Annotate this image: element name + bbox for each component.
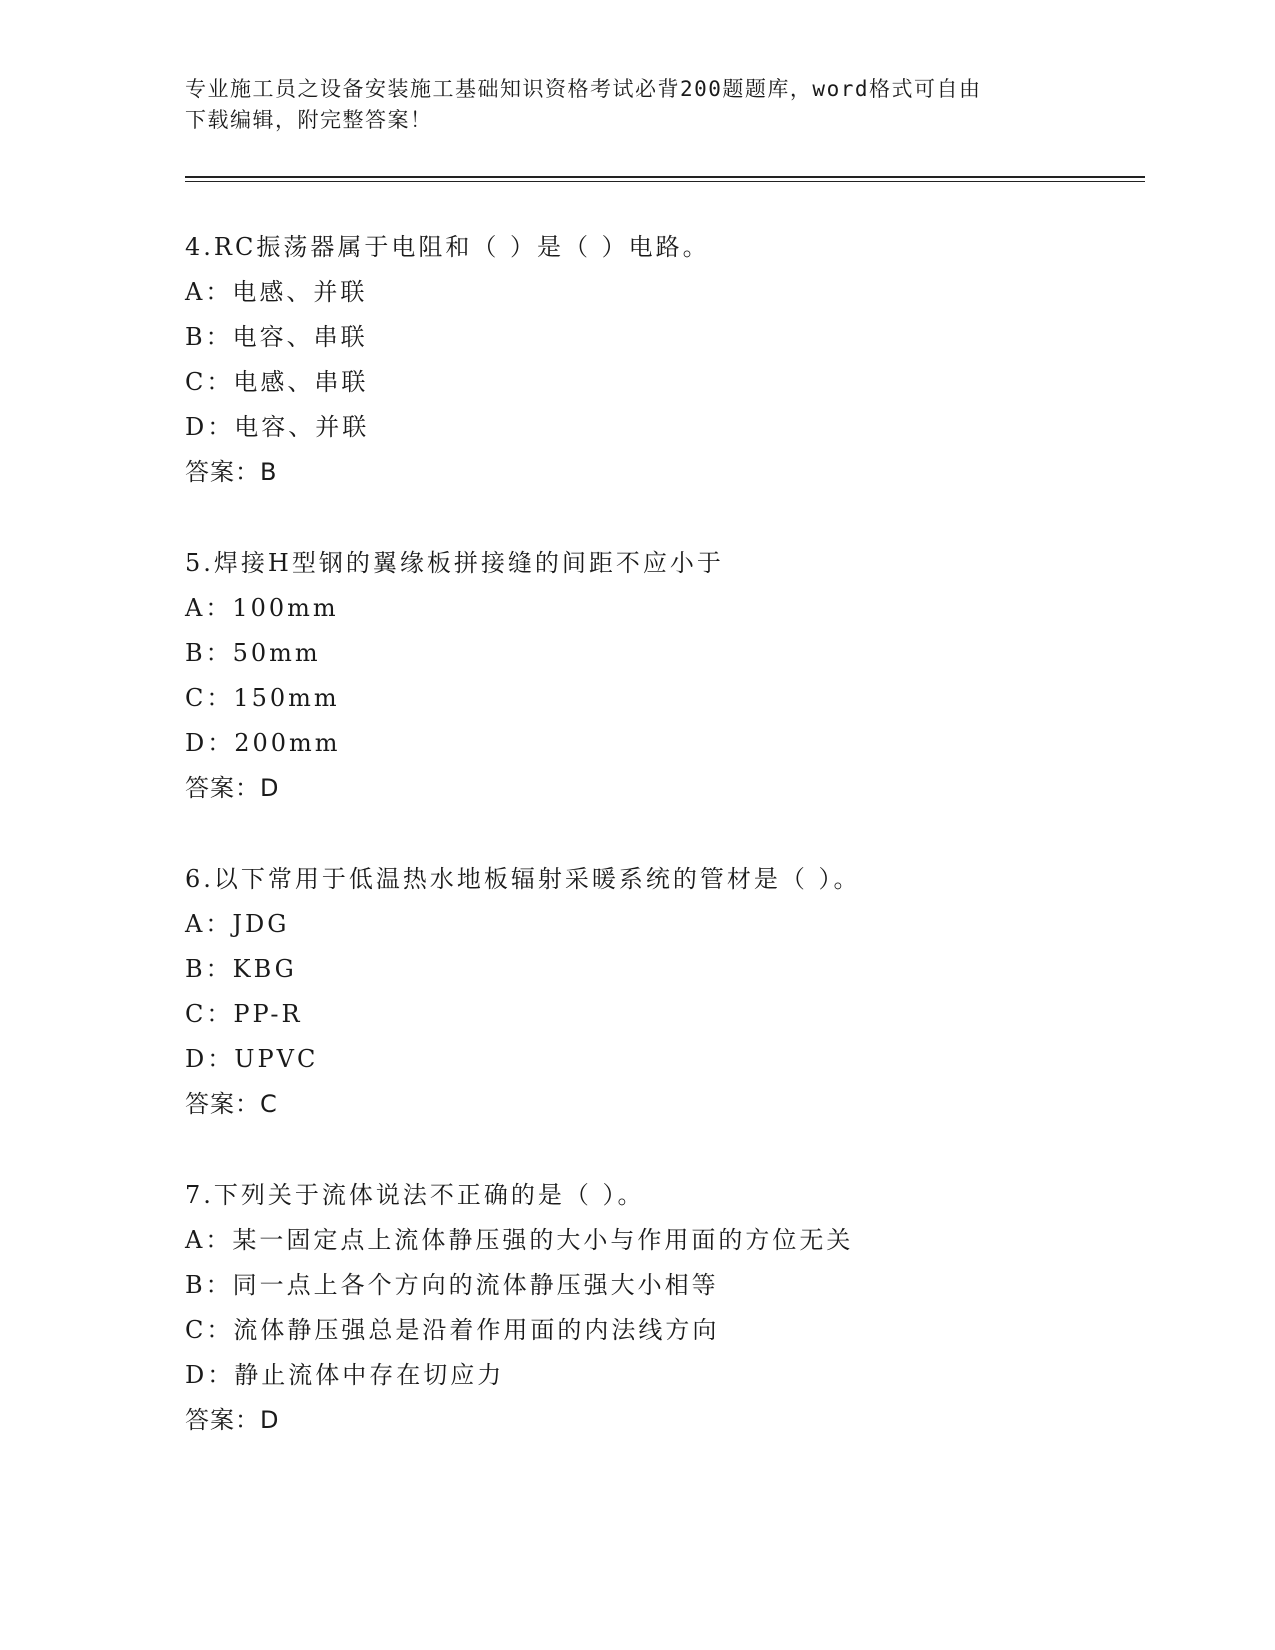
option-d: D：UPVC <box>185 1045 319 1073</box>
question-6 <box>185 857 1145 1127</box>
option-a: A：100mm <box>185 594 339 622</box>
header-divider-thick <box>185 176 1145 178</box>
header-line-1: 专业施工员之设备安装施工基础知识资格考试必背200题题库，word格式可自由 <box>185 77 982 101</box>
option-a: A：JDG <box>185 910 290 938</box>
question-7 <box>185 1173 1145 1443</box>
question-stem: 6.以下常用于低温热水地板辐射采暖系统的管材是（ ）。 <box>185 865 861 893</box>
header-divider-thin <box>185 181 1145 182</box>
option-b: B：50mm <box>185 639 321 667</box>
option-b: B：同一点上各个方向的流体静压强大小相等 <box>185 1271 719 1299</box>
option-c: C：PP-R <box>185 1000 303 1028</box>
answer: 答案：C <box>185 1090 278 1118</box>
option-c: C：电感、串联 <box>185 368 369 396</box>
option-c: C：流体静压强总是沿着作用面的内法线方向 <box>185 1316 720 1344</box>
option-a: A：某一固定点上流体静压强的大小与作用面的方位无关 <box>185 1226 854 1254</box>
option-d: D：电容、并联 <box>185 413 370 441</box>
option-a: A：电感、并联 <box>185 278 368 306</box>
question-stem: 5.焊接H型钢的翼缘板拼接缝的间距不应小于 <box>185 549 724 577</box>
question-5 <box>185 541 1145 811</box>
option-d: D：200mm <box>185 729 341 757</box>
question-4 <box>185 225 1145 495</box>
option-c: C：150mm <box>185 684 340 712</box>
answer: 答案：B <box>185 458 278 486</box>
header-line-2: 下载编辑，附完整答案！ <box>185 108 433 132</box>
question-stem: 7.下列关于流体说法不正确的是（ ）。 <box>185 1181 645 1209</box>
option-d: D：静止流体中存在切应力 <box>185 1361 505 1389</box>
question-stem: 4.RC振荡器属于电阻和（ ）是（ ）电路。 <box>185 233 710 261</box>
option-b: B：KBG <box>185 955 297 983</box>
document-header <box>185 74 1085 136</box>
answer: 答案：D <box>185 1406 280 1434</box>
answer: 答案：D <box>185 774 280 802</box>
option-b: B：电容、串联 <box>185 323 368 351</box>
